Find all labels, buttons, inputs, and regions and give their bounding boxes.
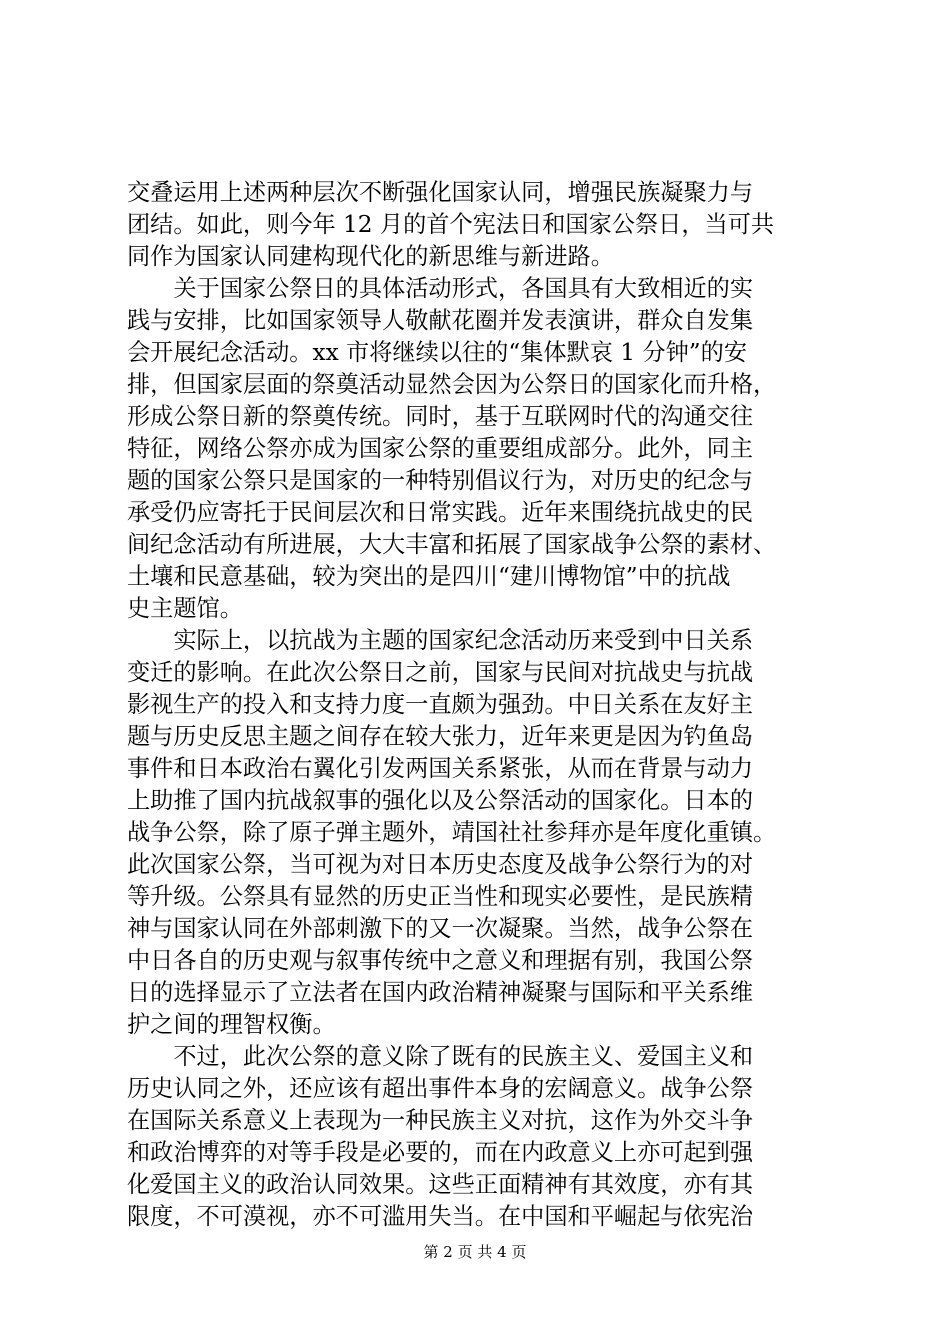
text-line: 会开展纪念活动。xx 市将继续以往的“集体默哀 1 分钟”的安 [127, 339, 748, 366]
text-line: 史主题馆。 [127, 595, 243, 622]
text-line: 化爱国主义的政治认同效果。这些正面精神有其效度，亦有其 [127, 1171, 754, 1198]
text-line: 间纪念活动有所进展，大大丰富和拓展了国家战争公祭的素材、 [127, 531, 777, 558]
text-line: 土壤和民意基础，较为突出的是四川“建川博物馆”中的抗战 [127, 563, 731, 590]
text-line: 特征，网络公祭亦成为国家公祭的重要组成部分。此外，同主 [127, 435, 754, 462]
text-line: 中日各自的历史观与叙事传统中之意义和理据有别，我国公祭 [127, 947, 754, 974]
text-line: 战争公祭，除了原子弹主题外，靖国社社参拜亦是年度化重镇。 [127, 819, 777, 846]
text-line: 同作为国家认同建构现代化的新思维与新进路。 [127, 243, 614, 270]
text-line: 变迁的影响。在此次公祭日之前，国家与民间对抗战史与抗战 [127, 659, 754, 686]
text-line: 排，但国家层面的祭奠活动显然会因为公祭日的国家化而升格， [127, 371, 777, 398]
text-line: 团结。如此，则今年 12 月的首个宪法日和国家公祭日，当可共 [127, 211, 775, 238]
text-line: 和政治博弈的对等手段是必要的，而在内政意义上亦可起到强 [127, 1139, 754, 1166]
text-line: 历史认同之外，还应该有超出事件本身的宏阔意义。战争公祭 [127, 1075, 754, 1102]
text-line: 题与历史反思主题之间存在较大张力，近年来更是因为钓鱼岛 [127, 723, 754, 750]
text-line: 神与国家认同在外部刺激下的又一次凝聚。当然，战争公祭在 [127, 915, 754, 942]
text-line: 关于国家公祭日的具体活动形式，各国具有大致相近的实 [127, 275, 754, 302]
body-text [127, 177, 833, 1233]
text-line: 形成公祭日新的祭奠传统。同时，基于互联网时代的沟通交往 [127, 403, 754, 430]
text-line: 影视生产的投入和支持力度一直颇为强劲。中日关系在友好主 [127, 691, 754, 718]
text-line: 在国际关系意义上表现为一种民族主义对抗，这作为外交斗争 [127, 1107, 754, 1134]
text-line: 实际上，以抗战为主题的国家纪念活动历来受到中日关系 [127, 627, 754, 654]
text-line: 践与安排，比如国家领导人敬献花圈并发表演讲，群众自发集 [127, 307, 754, 334]
text-line: 上助推了国内抗战叙事的强化以及公祭活动的国家化。日本的 [127, 787, 754, 814]
text-line: 等升级。公祭具有显然的历史正当性和现实必要性，是民族精 [127, 883, 754, 910]
text-line: 护之间的理智权衡。 [127, 1011, 336, 1038]
text-line: 题的国家公祭只是国家的一种特别倡议行为，对历史的纪念与 [127, 467, 754, 494]
text-line: 不过，此次公祭的意义除了既有的民族主义、爱国主义和 [127, 1043, 754, 1070]
text-line: 此次国家公祭，当可视为对日本历史态度及战争公祭行为的对 [127, 851, 754, 878]
text-line: 日的选择显示了立法者在国内政治精神凝聚与国际和平关系维 [127, 979, 754, 1006]
page-number-footer: 第 2 页 共 4 页 [423, 1243, 527, 1261]
text-line: 交叠运用上述两种层次不断强化国家认同，增强民族凝聚力与 [127, 179, 754, 206]
text-line: 承受仍应寄托于民间层次和日常实践。近年来围绕抗战史的民 [127, 499, 754, 526]
text-line: 限度，不可漠视，亦不可滥用失当。在中国和平崛起与依宪治 [127, 1203, 754, 1230]
text-line: 事件和日本政治右翼化引发两国关系紧张，从而在背景与动力 [127, 755, 754, 782]
